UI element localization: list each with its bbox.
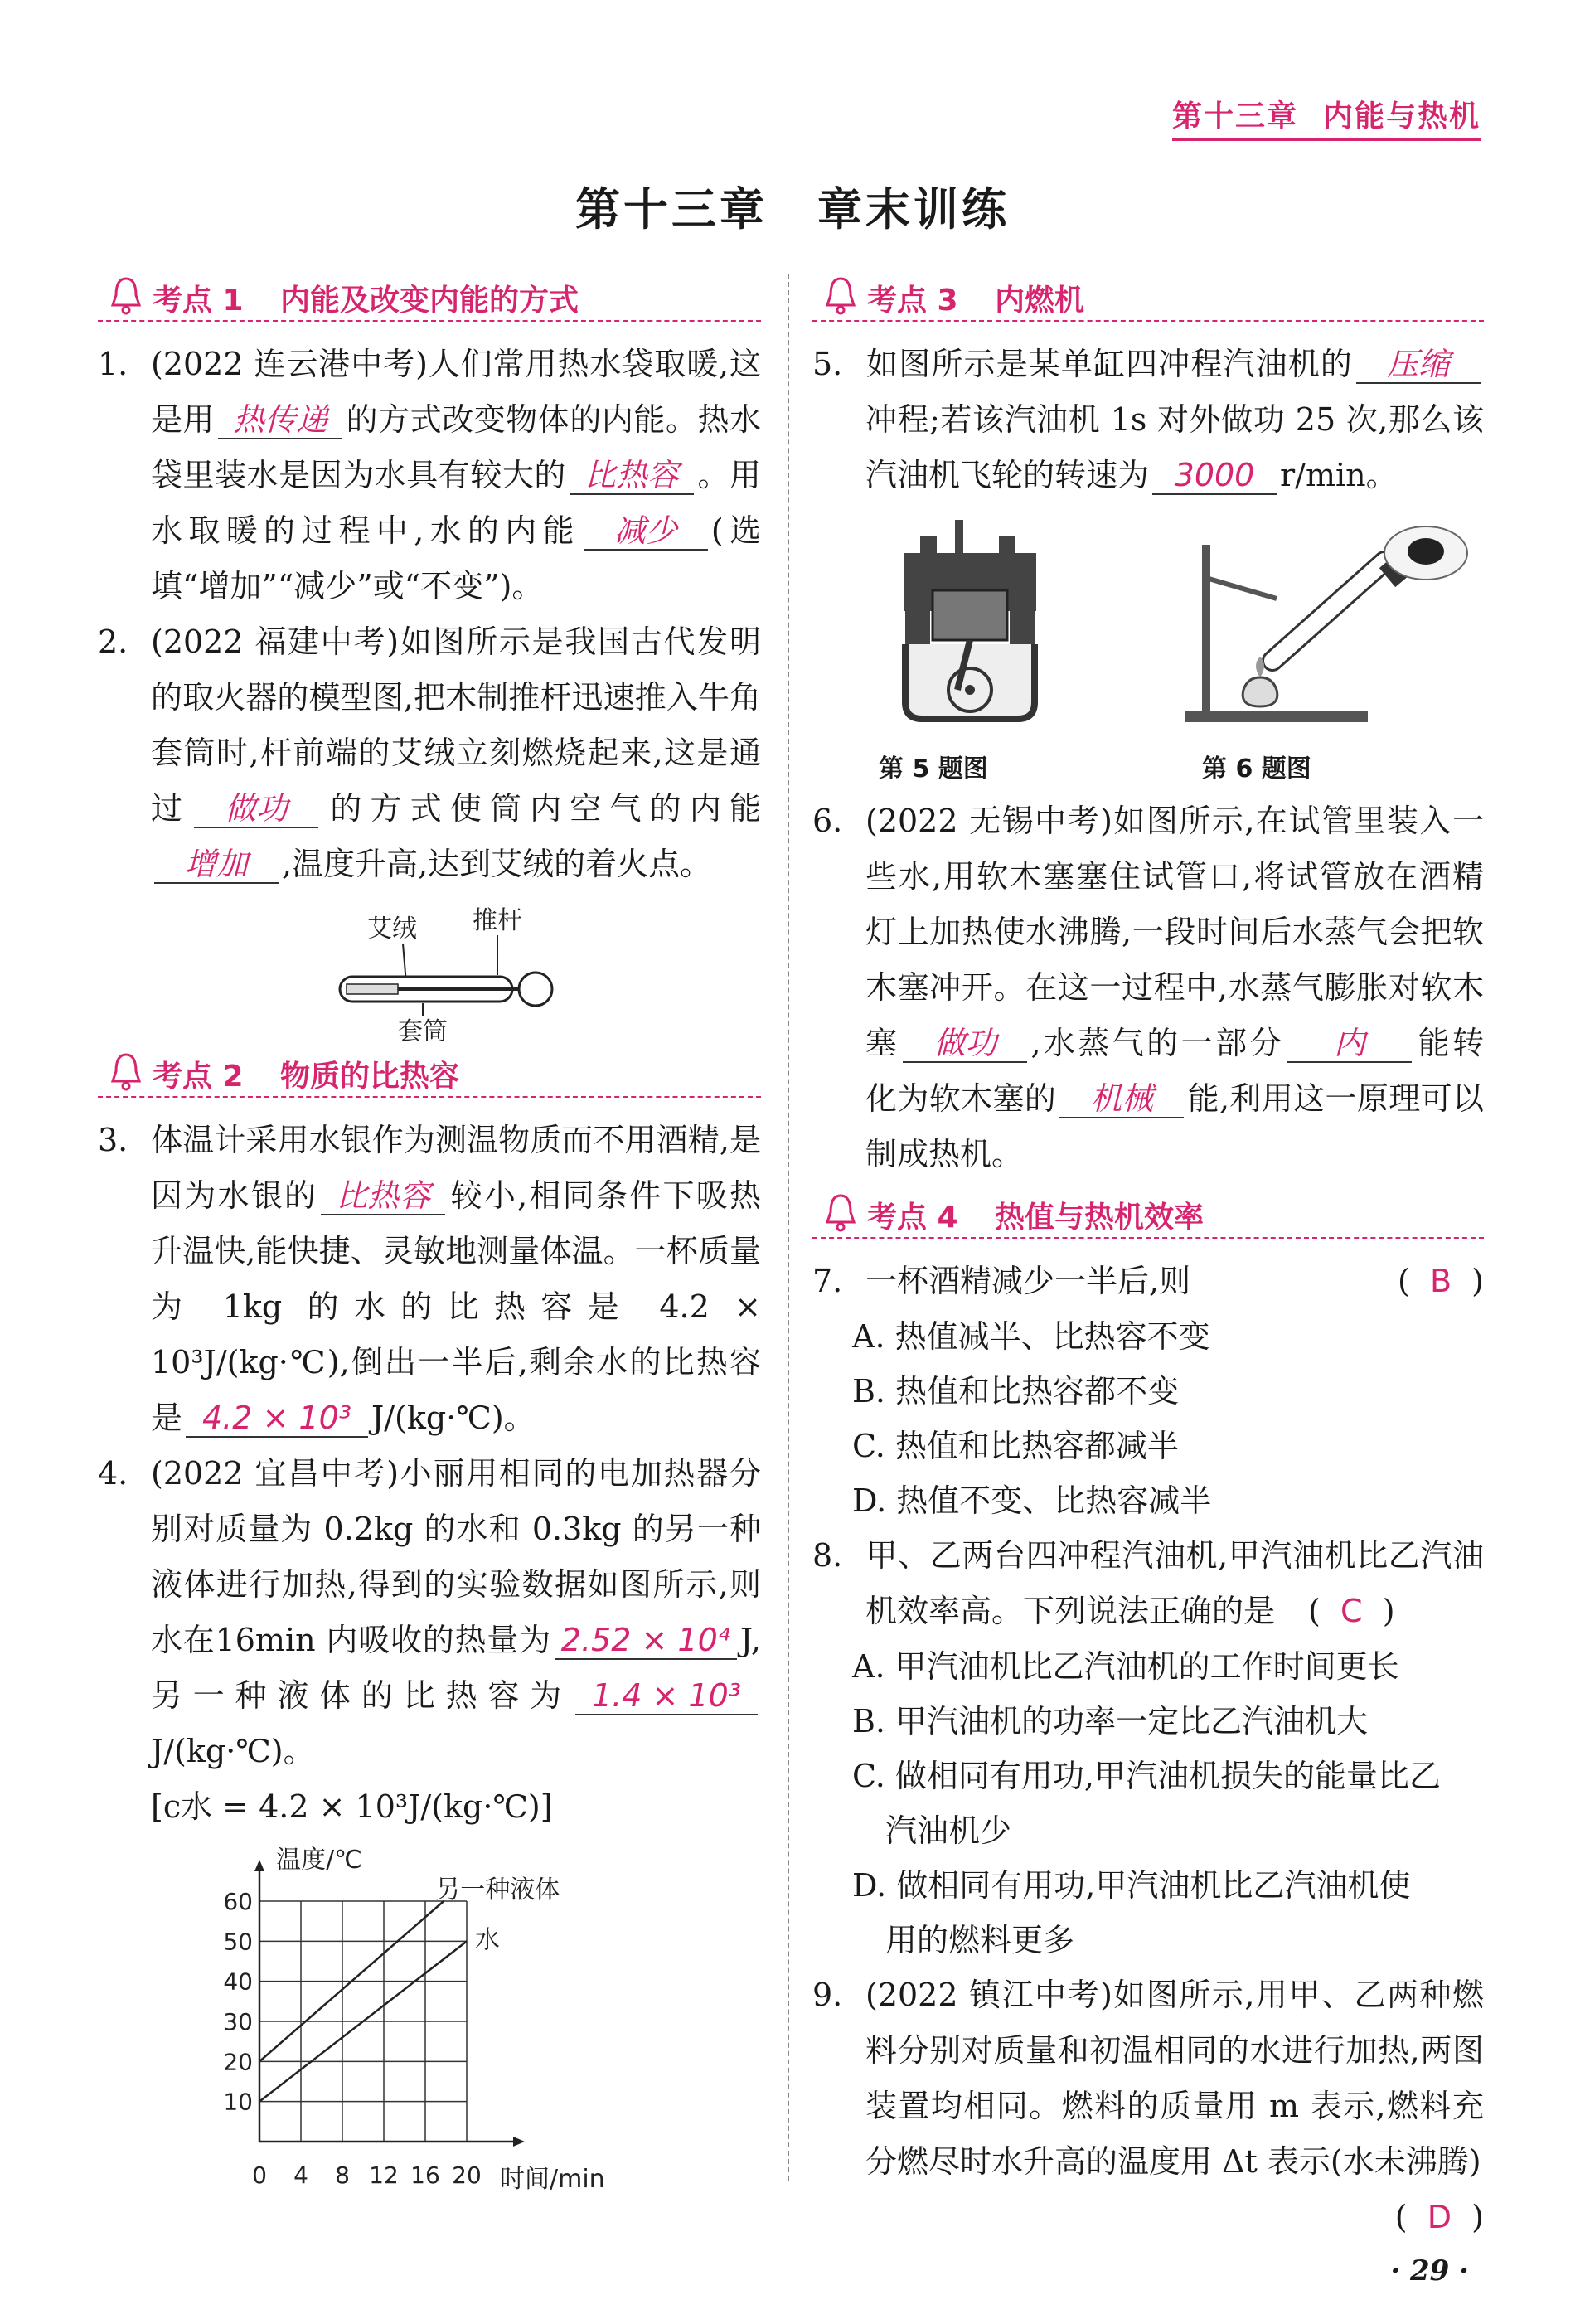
answer-blank: 热传递 [218, 401, 342, 439]
option-a: A. 热值减半、比热容不变 [852, 1318, 1210, 1355]
engine-cylinder-figure [904, 520, 1036, 719]
title-name: 章末训练 [817, 183, 1010, 235]
section-label: 考点 1 [153, 284, 244, 318]
answer-blank: 比热容 [570, 457, 694, 495]
question-number: 4. [98, 1455, 128, 1492]
question-text: (2022 福建中考)如图所示是我国古代发明的取火器的模型图,把木制推杆迅速推入牛角套筒时,杆前端的艾绒立刻燃烧起来,这是通过 [151, 623, 761, 827]
option-b: B. 甲汽油机的功率一定比乙汽油机大 [852, 1703, 1369, 1739]
question-number: 8. [812, 1537, 843, 1574]
question-9 [812, 1967, 1484, 2235]
question-number: 7. [812, 1263, 843, 1299]
answer-paren: ( D ) [1394, 2199, 1484, 2235]
answer-blank: 压缩 [1356, 346, 1481, 384]
choice-answer: B [1429, 1263, 1452, 1299]
x-tick-label: 12 [369, 2161, 399, 2189]
engine-and-tube-figures [812, 512, 1484, 744]
section-kp2 [98, 1050, 761, 1098]
section-kp3 [812, 274, 1484, 322]
bell-icon [824, 1192, 857, 1232]
option-c: C. 做相同有用功,甲汽油机损失的能量比乙 [852, 1758, 1441, 1794]
section-label: 考点 3 [867, 284, 958, 318]
figure-5-caption: 第 5 题图 [879, 754, 988, 784]
question-8 [812, 1528, 1484, 1639]
question-text: 能,利用这一原理可以制成热机。 [865, 1080, 1484, 1172]
question-text: ,水蒸气的一部分 [1030, 1025, 1285, 1061]
answer-blank: 内 [1287, 1025, 1412, 1063]
x-tick-label: 20 [452, 2161, 482, 2189]
section-label: 考点 2 [153, 1060, 244, 1094]
question-text: r/min。 [1280, 457, 1398, 493]
temperature-chart-svg [98, 1843, 728, 2208]
question-3 [98, 1113, 761, 1446]
x-tick-label: 0 [252, 2161, 267, 2189]
answer-blank: 4.2 × 10³ [186, 1400, 368, 1438]
page-number: · 29 · [1390, 2254, 1469, 2288]
question-text: (2022 镇江中考)如图所示,用甲、乙两种燃料分别对质量和初温相同的水进行加热,两图装置均相同。燃料的质量用 m 表示,燃料充分燃尽时水升高的温度用 Δt 表示(水未沸腾) [865, 1977, 1484, 2180]
answer-blank: 做功 [194, 790, 318, 828]
option-d: D. 做相同有用功,甲汽油机比乙汽油机使 [852, 1867, 1411, 1904]
label-ai: 艾绒 [367, 915, 417, 944]
x-tick-label: 8 [335, 2161, 350, 2189]
option-d-cont: 用的燃料更多 [885, 1922, 1075, 1958]
question-number: 2. [98, 623, 128, 660]
question-text: J/(kg·℃)。 [151, 1733, 315, 1769]
question-text: J/(kg·℃)。 [371, 1400, 536, 1436]
header-topic: 内能与热机 [1322, 99, 1481, 133]
question-text: 的方式改变物体的内能。热水袋里装水是因为水具有较大的 [151, 401, 761, 493]
y-tick-label: 50 [223, 1928, 253, 1956]
answer-paren: ( C ) [1308, 1593, 1395, 1629]
question-number: 3. [98, 1122, 128, 1158]
figures-5-6 [812, 512, 1484, 785]
question-text: 甲、乙两台四冲程汽油机,甲汽油机比乙汽油机效率高。下列说法正确的是 [865, 1537, 1484, 1629]
bell-icon [109, 275, 143, 315]
option-d: D. 热值不变、比热容减半 [852, 1482, 1212, 1519]
answer-blank: 增加 [154, 846, 279, 884]
y-axis-arrow [254, 1860, 264, 1871]
option-c: C. 热值和比热容都减半 [852, 1428, 1179, 1464]
bell-icon [824, 275, 857, 315]
question-6 [812, 793, 1484, 1182]
fire-starter-figure [98, 900, 761, 1041]
question-number: 9. [812, 1977, 843, 2013]
answer-blank: 机械 [1059, 1080, 1184, 1118]
question-text: (2022 连云港中考)人们常用热水袋取暖,这是用 [151, 346, 761, 438]
section-name: 内能及改变内能的方式 [280, 284, 579, 318]
label-tube: 套筒 [398, 1017, 448, 1041]
answer-blank: 3000 [1152, 457, 1277, 495]
bell-icon [109, 1051, 143, 1091]
header-chapter: 第十三章 [1171, 99, 1298, 133]
answer-blank: 1.4 × 10³ [575, 1677, 758, 1715]
answer-blank: 减少 [584, 512, 708, 551]
y-axis-label: 温度/℃ [276, 1846, 362, 1875]
option-c-cont: 汽油机少 [885, 1812, 1012, 1849]
question-number: 1. [98, 346, 128, 382]
question-text: ,温度升高,达到艾绒的着火点。 [282, 846, 712, 882]
question-text: 体温计采用水银作为测温物质而不用酒精,是因为水银的 [151, 1122, 761, 1214]
x-axis-label: 时间/min [500, 2165, 605, 2194]
option-b: B. 热值和比热容都不变 [852, 1373, 1180, 1409]
question-text: (选填“增加”“减少”或“不变”)。 [151, 512, 761, 604]
figure-6-caption: 第 6 题图 [1202, 754, 1311, 784]
x-axis-arrow [513, 2137, 525, 2147]
answer-paren: ( B ) [1397, 1263, 1484, 1299]
question-text: J,另一种液体的比热容为 [151, 1622, 761, 1714]
x-tick-label: 4 [293, 2161, 308, 2189]
option-a: A. 甲汽油机比乙汽油机的工作时间更长 [852, 1648, 1399, 1685]
question-number: 6. [812, 803, 843, 839]
y-tick-label: 20 [223, 2048, 253, 2076]
temperature-chart [98, 1843, 761, 2208]
question-text: 能转化为软木塞的 [865, 1025, 1484, 1117]
question-text: (2022 宜昌中考)小丽用相同的电加热器分别对质量为 0.2kg 的水和 0.3kg 的另一种液体进行加热,得到的实验数据如图所示,则水在16min 内吸收的热量为 [151, 1455, 761, 1658]
section-label: 考点 4 [867, 1201, 958, 1235]
answer-blank: 2.52 × 10⁴ [555, 1622, 737, 1660]
fire-starter-diagram [98, 900, 761, 1041]
series-label: 另一种液体 [435, 1875, 560, 1904]
left-column [98, 265, 761, 2216]
section-kp4 [812, 1191, 1484, 1239]
question-text: 。用水取暖的过程中,水的内能 [151, 457, 761, 549]
choice-answer: D [1427, 2199, 1452, 2235]
section-name: 热值与热机效率 [995, 1201, 1205, 1235]
question-5 [812, 337, 1484, 503]
label-rod: 推杆 [473, 906, 522, 935]
x-tick-label: 16 [410, 2161, 440, 2189]
question-2 [98, 614, 761, 892]
y-tick-label: 60 [223, 1888, 253, 1915]
series-label: 水 [475, 1925, 500, 1955]
title-chapter: 第十三章 [575, 183, 768, 235]
answer-blank: 做功 [903, 1025, 1027, 1063]
question-text: 一杯酒精减少一半后,则 [865, 1263, 1191, 1299]
y-tick-label: 10 [223, 2088, 253, 2116]
question-number: 5. [812, 346, 843, 382]
answer-blank: 比热容 [321, 1177, 445, 1215]
question-4-given: [c水 = 4.2 × 10³J/(kg·℃)] [151, 1788, 553, 1825]
choice-answer: C [1340, 1593, 1363, 1629]
right-column [812, 265, 1484, 2245]
question-4 [98, 1446, 761, 1779]
question-text: 较小,相同条件下吸热升温快,能快捷、灵敏地测量体温。一杯质量为 1kg 的水的比热容是 4.2 × 10³J/(kg·℃),倒出一半后,剩余水的比热容是 [151, 1177, 761, 1436]
column-divider [788, 274, 789, 2181]
section-name: 内燃机 [995, 284, 1085, 318]
question-text: 如图所示是某单缸四冲程汽油机的 [865, 346, 1353, 382]
y-tick-label: 30 [223, 2008, 253, 2035]
question-text: 冲程;若该汽油机 1s 对外做功 25 次,那么该汽油机飞轮的转速为 [865, 401, 1484, 493]
section-name: 物质的比热容 [280, 1060, 460, 1094]
y-tick-label: 40 [223, 1967, 253, 1996]
question-text: 的方式使筒内空气的内能 [322, 790, 761, 827]
section-kp1 [98, 274, 761, 322]
question-7 [812, 1254, 1484, 1309]
question-text: (2022 无锡中考)如图所示,在试管里装入一些水,用软木塞塞住试管口,将试管放在酒精灯上加热使水沸腾,一段时间后水蒸气会把软木塞冲开。在这一过程中,水蒸气膨胀对软木塞 [865, 803, 1484, 1061]
question-1 [98, 337, 761, 614]
page-title [0, 174, 1585, 238]
running-header [1172, 93, 1481, 141]
test-tube-figure [1185, 526, 1467, 722]
